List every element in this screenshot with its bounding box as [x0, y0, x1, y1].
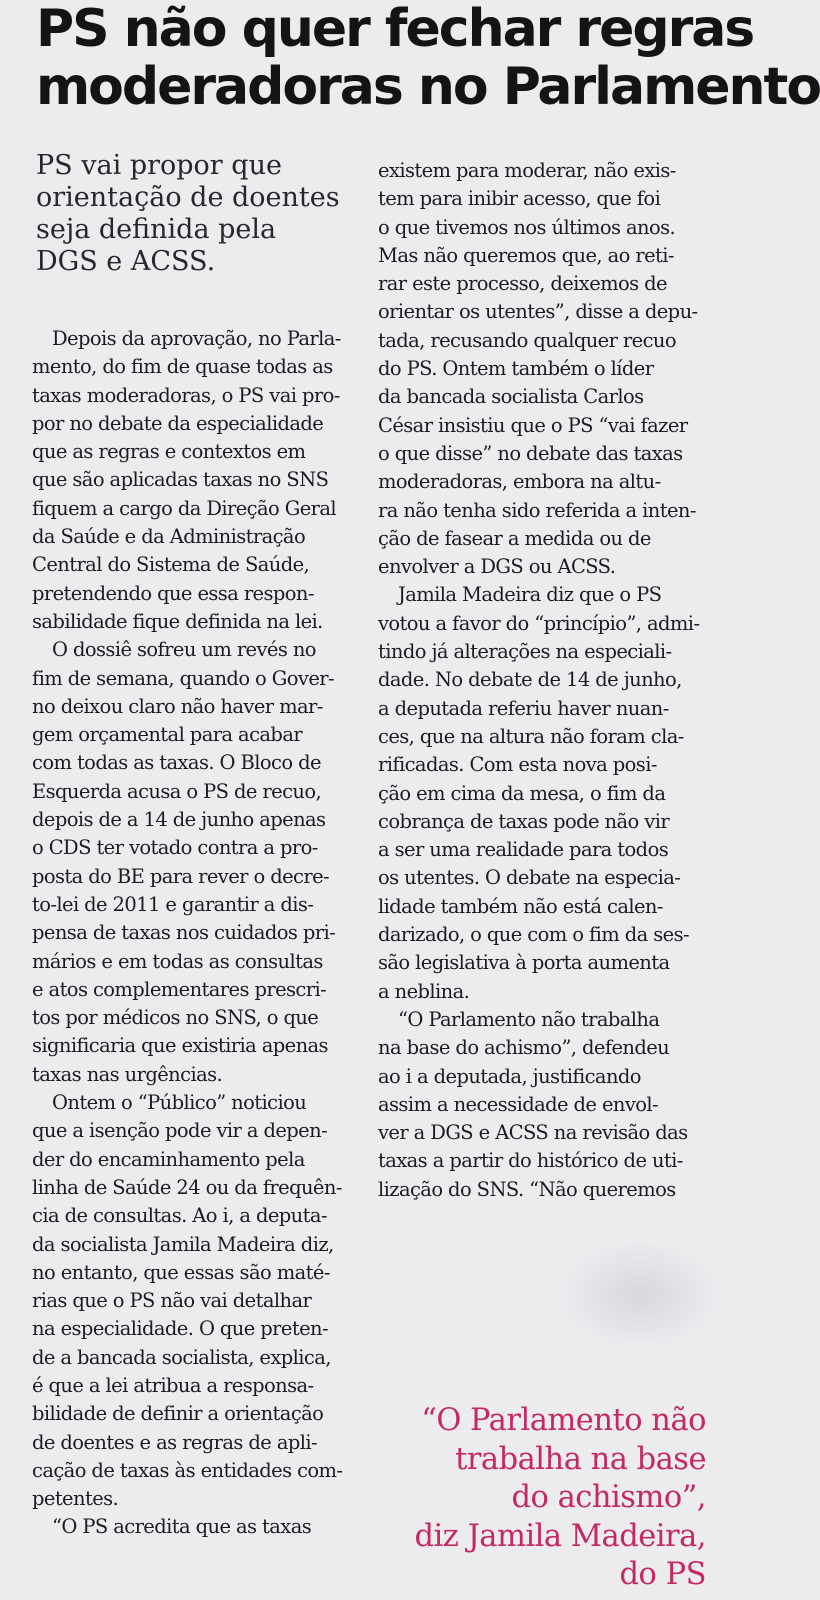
body-text-line: Jamila Madeira diz que o PS: [398, 583, 662, 607]
body-text-line: rias que o PS não vai detalhar: [32, 1289, 312, 1313]
body-text-line: por no debate da especialidade: [32, 411, 324, 435]
body-text-line: Ontem o “Público” noticiou: [52, 1091, 307, 1115]
body-text-line: da socialista Jamila Madeira diz,: [32, 1232, 334, 1256]
body-text-line: taxas moderadoras, o PS vai pro-: [32, 383, 340, 407]
body-text-line: petentes.: [32, 1487, 119, 1511]
body-text-line: ao i a deputada, justificando: [378, 1064, 641, 1088]
body-text-line: tada, recusando qualquer recuo: [378, 328, 677, 352]
body-text-line: mento, do fim de quase todas as: [32, 355, 333, 379]
body-text-line: taxas nas urgências.: [32, 1062, 223, 1086]
body-text-line: fiquem a cargo da Direção Geral: [32, 496, 337, 520]
body-text-line: mários e em todas as consultas: [32, 949, 323, 973]
deck-line-3: seja definida pela: [36, 214, 277, 245]
body-text-line: Depois da aprovação, no Parla-: [52, 327, 341, 350]
body-text-line: de doentes e as regras de apli-: [32, 1430, 317, 1454]
deck-line-4: DGS e ACSS.: [36, 246, 216, 277]
body-text-line: são legislativa à porta aumenta: [378, 951, 670, 975]
body-text-line: os utentes. O debate na especia-: [378, 866, 681, 890]
body-text-line: fim de semana, quando o Gover-: [32, 666, 334, 690]
body-text-line: bilidade de definir a orientação: [32, 1402, 324, 1426]
body-text-line: envolver a DGS ou ACSS.: [378, 555, 616, 579]
body-text-line: pensa de taxas nos cuidados pri-: [32, 921, 336, 945]
body-column-left: [32, 325, 367, 1542]
print-bleed-through: [560, 1240, 720, 1350]
body-text-line: que as regras e contextos em: [32, 440, 306, 464]
headline-line-2: moderadoras no Parlamento: [36, 57, 820, 117]
body-text-line: a neblina.: [378, 979, 470, 1003]
body-text-line: no deixou claro não haver mar-: [32, 694, 323, 718]
body-text-line: darizado, o que com o fim da ses-: [378, 923, 689, 947]
body-text-line: “O PS acredita que as taxas: [52, 1515, 312, 1539]
body-text-line: na base do achismo”, defendeu: [378, 1036, 670, 1060]
body-text-line: na especialidade. O que preten-: [32, 1317, 328, 1341]
body-text-line: o CDS ter votado contra a pro-: [32, 836, 318, 860]
body-text-line: lidade também não está calen-: [378, 894, 663, 918]
body-text-line: dade. No debate de 14 de junho,: [378, 668, 682, 692]
body-text-line: to-lei de 2011 e garantir a dis-: [32, 892, 314, 916]
body-text-line: ção de fasear a medida ou de: [378, 526, 651, 550]
body-text-line: tem para inibir acesso, que foi: [378, 187, 661, 211]
body-text-line: o que disse” no debate das taxas: [378, 441, 683, 465]
body-text-line: da Saúde e da Administração: [32, 525, 306, 549]
body-text-line: a ser uma realidade para todos: [378, 838, 669, 862]
body-text-line: “O Parlamento não trabalha: [398, 1007, 660, 1031]
body-text-line: ver a DGS e ACSS na revisão das: [378, 1121, 688, 1145]
body-text-line: a deputada referiu haver nuan-: [378, 696, 669, 720]
body-text-line: existem para moderar, não exis-: [378, 159, 676, 182]
body-text-line: ção em cima da mesa, o fim da: [378, 781, 666, 805]
body-text-line: O dossiê sofreu um revés no: [52, 638, 316, 662]
body-text-line: o que tivemos nos últimos anos.: [378, 215, 676, 239]
headline-line-1: PS não quer fechar regras: [36, 0, 754, 59]
body-text-line: Mas não queremos que, ao reti-: [378, 243, 674, 267]
body-text-line: linha de Saúde 24 ou da frequên-: [32, 1175, 342, 1199]
body-text-line: moderadoras, embora na altu-: [378, 470, 661, 494]
pull-quote-line-5: do PS: [619, 1557, 706, 1592]
body-text-line: pretendendo que essa respon-: [32, 581, 314, 605]
body-text-line: de a bancada socialista, explica,: [32, 1345, 331, 1369]
body-text-line: César insistiu que o PS “vai fazer: [378, 413, 688, 437]
body-text-line: que são aplicadas taxas no SNS: [32, 468, 329, 492]
body-text-line: que a isenção pode vir a depen-: [32, 1119, 328, 1143]
body-text-line: tindo já alterações na especiali-: [378, 640, 672, 664]
body-text-line: orientar os utentes”, disse a depu-: [378, 300, 698, 324]
body-text-line: gem orçamental para acabar: [32, 723, 303, 747]
body-text-line: rificadas. Com esta nova posi-: [378, 753, 657, 777]
body-text-line: ra não tenha sido referida a inten-: [378, 498, 696, 522]
body-text-line: significaria que existiria apenas: [32, 1034, 328, 1058]
body-text-line: do PS. Ontem também o líder: [378, 357, 654, 381]
body-text-line: posta do BE para rever o decre-: [32, 864, 329, 888]
deck-line-1: PS vai propor que: [36, 150, 282, 181]
headline: [36, 0, 820, 117]
body-text-line: cia de consultas. Ao i, a deputa-: [32, 1204, 327, 1228]
body-text-line: e atos complementares prescri-: [32, 977, 327, 1001]
body-text-line: cobrança de taxas pode não vir: [378, 809, 670, 833]
body-text-line: da bancada socialista Carlos: [378, 385, 644, 409]
body-column-right: [378, 157, 718, 1204]
body-text-line: no entanto, que essas são maté-: [32, 1260, 330, 1284]
body-text-line: Central do Sistema de Saúde,: [32, 553, 310, 577]
body-text-line: assim a necessidade de envol-: [378, 1092, 659, 1116]
body-text-line: depois de a 14 de junho apenas: [32, 808, 326, 832]
pull-quote: [360, 1402, 706, 1595]
body-text-line: der do encaminhamento pela: [32, 1147, 305, 1171]
pull-quote-line-2: trabalha na base: [455, 1441, 706, 1477]
body-text-line: rar este processo, deixemos de: [378, 272, 668, 296]
body-text-line: tos por médicos no SNS, o que: [32, 1006, 319, 1030]
pull-quote-line-3: do achismo”,: [511, 1480, 706, 1515]
deck-subheading: [36, 150, 366, 278]
pull-quote-line-1: “O Parlamento não: [421, 1403, 706, 1438]
pull-quote-line-4: diz Jamila Madeira,: [414, 1518, 706, 1554]
body-text-line: com todas as taxas. O Bloco de: [32, 751, 321, 775]
body-text-line: Esquerda acusa o PS de recuo,: [32, 779, 322, 803]
body-text-line: taxas a partir do histórico de uti-: [378, 1149, 683, 1173]
body-text-line: sabilidade fique definida na lei.: [32, 609, 323, 633]
deck-line-2: orientação de doentes: [36, 182, 340, 213]
body-text-line: lização do SNS. “Não queremos: [378, 1177, 676, 1201]
body-text-line: cação de taxas às entidades com-: [32, 1458, 343, 1482]
body-text-line: ces, que na altura não foram cla-: [378, 724, 684, 748]
body-text-line: é que a lei atribua a responsa-: [32, 1373, 314, 1397]
body-text-line: votou a favor do “princípio”, admi-: [378, 611, 700, 635]
